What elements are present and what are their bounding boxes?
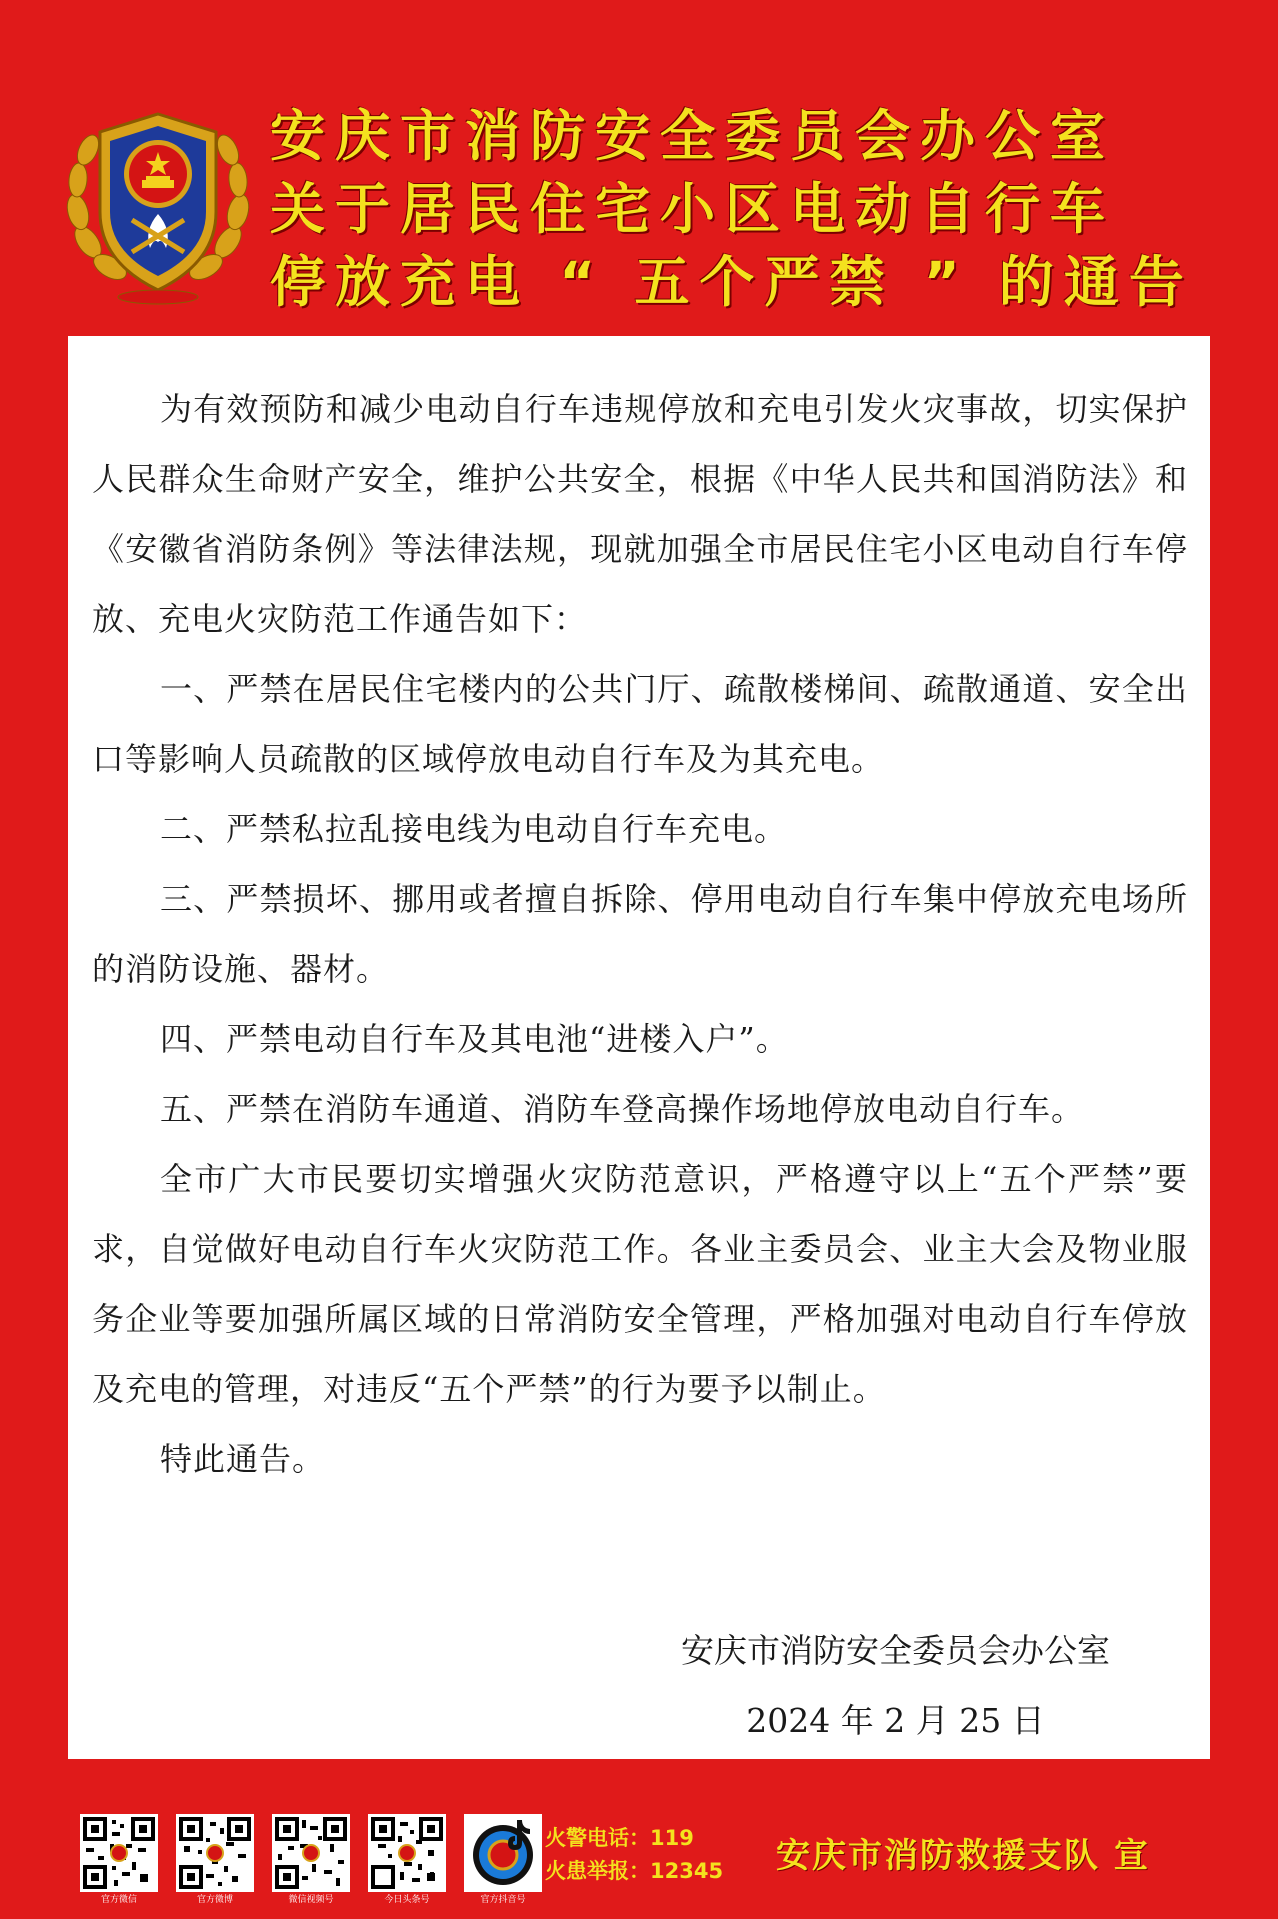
qr-code-icon (176, 1814, 254, 1892)
appeal-paragraph: 全市广大市民要切实增强火灾防范意识，严格遵守以上“五个严禁”要求，自觉做好电动自行车火灾防范工作。各业主委员会、业主大会及物业服务企业等要加强所属区域的日常消防安全管理，严格加强对电动自行车停放及充电的管理，对违反“五个严禁”的行为要予以制止。 (92, 1160, 1188, 1408)
title-line-1: 安庆市消防安全委员会办公室 (270, 104, 1116, 168)
rule-1-paragraph: 一、严禁在居民住宅楼内的公共门厅、疏散楼梯间、疏散通道、安全出口等影响人员疏散的区域停放电动自行车及为其充电。 (92, 670, 1188, 778)
rule-3-paragraph: 三、严禁损坏、挪用或者擅自拆除、停用电动自行车集中停放充电场所的消防设施、器材。 (92, 880, 1188, 988)
qr-code-icon (368, 1814, 446, 1892)
qr-label: 微信视频号 (288, 1895, 334, 1905)
qr-item-channels[interactable] (272, 1814, 352, 1907)
fire-rescue-emblem-icon (48, 92, 268, 312)
signature-org: 安庆市消防安全委员会办公室 (681, 1631, 1110, 1670)
qr-item-douyin[interactable] (464, 1814, 544, 1907)
qr-code-icon (272, 1814, 350, 1892)
closing-paragraph: 特此通告。 (160, 1440, 326, 1478)
intro-paragraph: 为有效预防和减少电动自行车违规停放和充电引发火灾事故，切实保护人民群众生命财产安全，维护公共安全，根据《中华人民共和国消防法》和《安徽省消防条例》等法律法规，现就加强全市居民住宅小区电动自行车停放、充电火灾防范工作通告如下： (92, 390, 1188, 638)
qr-label: 官方微信 (100, 1895, 137, 1905)
qr-item-weibo[interactable] (176, 1814, 256, 1907)
notice-title (270, 100, 1230, 319)
title-line-3: 停放充电 “ 五个严禁 ” 的通告 (270, 250, 1194, 314)
rule-4-paragraph: 四、严禁电动自行车及其电池“进楼入户”。 (160, 1020, 789, 1058)
fire-hazard-report-hotline: 火患举报：12345 (545, 1859, 724, 1883)
title-line-2: 关于居民住宅小区电动自行车 (270, 177, 1116, 241)
qr-label: 今日头条号 (384, 1895, 430, 1905)
qr-code-icon (80, 1814, 158, 1892)
qr-item-wechat[interactable] (80, 1814, 160, 1907)
publisher-credit: 安庆市消防救援支队 宣 (776, 1836, 1150, 1876)
qr-label: 官方抖音号 (480, 1895, 526, 1905)
notice-body (92, 374, 1188, 1494)
rule-2-paragraph: 二、严禁私拉乱接电线为电动自行车充电。 (160, 810, 788, 848)
signature-block (681, 1616, 1110, 1756)
rule-5-paragraph: 五、严禁在消防车通道、消防车登高操作场地停放电动自行车。 (160, 1090, 1085, 1128)
douyin-logo-icon (464, 1814, 542, 1892)
fire-alarm-hotline: 火警电话：119 (545, 1826, 694, 1850)
notice-panel (68, 336, 1210, 1759)
poster-footer (0, 1800, 1278, 1919)
qr-item-toutiao[interactable] (368, 1814, 448, 1907)
qr-label: 官方微博 (196, 1895, 233, 1905)
signature-date: 2024 年 2 月 25 日 (746, 1701, 1045, 1740)
hotline-block (545, 1822, 723, 1888)
